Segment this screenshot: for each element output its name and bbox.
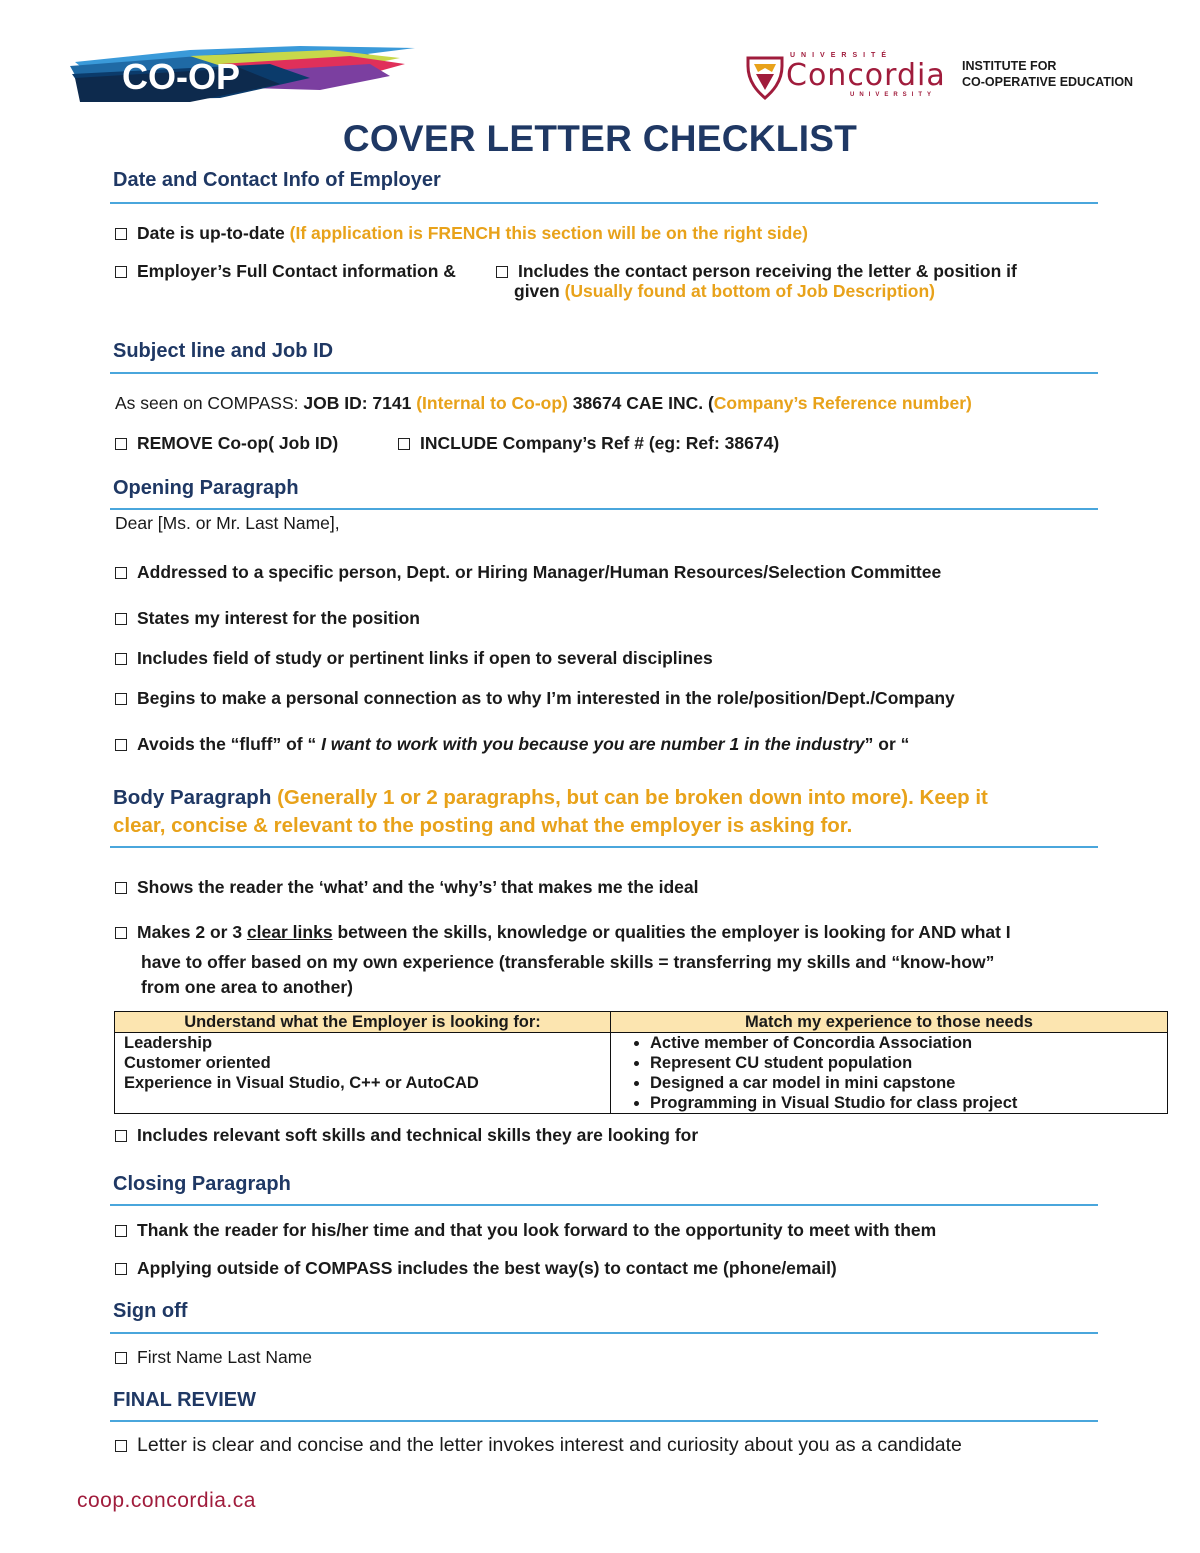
concordia-logo	[746, 52, 946, 102]
clear-links-line3: from one area to another)	[141, 977, 353, 997]
checklist-item-avoid-fluff: Avoids the “fluff” of “ I want to work with you because you are number 1 in the industry” or “	[115, 734, 909, 755]
checklist-item-contact-person: Includes the contact person receiving the letter & position if	[496, 261, 1017, 282]
checkbox[interactable]	[115, 1352, 127, 1364]
section-title-date-contact: Date and Contact Info of Employer	[113, 169, 441, 191]
table-header-my-experience: Match my experience to those needs	[611, 1012, 1168, 1033]
subject-example-line: As seen on COMPASS: JOB ID: 7141 (Internal to Co-op) 38674 CAE INC. (Company’s Reference number)	[115, 393, 972, 413]
footer-url[interactable]: coop.concordia.ca	[77, 1489, 256, 1512]
section-title-signoff: Sign off	[113, 1300, 188, 1322]
checklist-item-soft-skills: Includes relevant soft skills and technical skills they are looking for	[115, 1125, 698, 1146]
checkbox[interactable]	[115, 693, 127, 705]
concordia-bottom-text: UNIVERSITY	[850, 92, 937, 98]
body-note-line2: clear, concise & relevant to the posting and what the employer is asking for.	[113, 814, 853, 837]
coop-logo	[70, 44, 415, 104]
section-divider	[110, 1420, 1098, 1422]
checkbox[interactable]	[398, 438, 410, 450]
checklist-item-remove-coop: REMOVE Co-op( Job ID)	[115, 433, 338, 454]
employer-needs-cell: Leadership Customer oriented Experience in Visual Studio, C++ or AutoCAD	[115, 1033, 611, 1114]
checklist-item-name: First Name Last Name	[115, 1347, 312, 1368]
checkbox[interactable]	[115, 266, 127, 278]
checklist-item-what-why: Shows the reader the ‘what’ and the ‘why’s’ that makes me the ideal	[115, 877, 698, 898]
checklist-item-final-review: Letter is clear and concise and the letter invokes interest and curiosity about you as a candidate	[115, 1434, 962, 1457]
checklist-item-date: Date is up-to-date (If application is FRENCH this section will be on the right side)	[115, 223, 808, 244]
table-header-employer-needs: Understand what the Employer is looking for:	[115, 1012, 611, 1033]
checkbox[interactable]	[115, 567, 127, 579]
list-item: • Designed a car model in mini capstone	[650, 1073, 1167, 1093]
checklist-item-personal-connection: Begins to make a personal connection as to why I’m interested in the role/position/Dept./Company	[115, 688, 955, 709]
checkbox[interactable]	[115, 1225, 127, 1237]
section-divider	[110, 508, 1098, 510]
list-item: • Active member of Concordia Association	[650, 1033, 1167, 1053]
page-title: COVER LETTER CHECKLIST	[342, 118, 858, 159]
checkbox[interactable]	[115, 228, 127, 240]
checkbox[interactable]	[115, 613, 127, 625]
section-divider	[110, 1204, 1098, 1206]
checkbox[interactable]	[496, 266, 508, 278]
checklist-item-contact-method: Applying outside of COMPASS includes the best way(s) to contact me (phone/email)	[115, 1258, 837, 1279]
section-divider	[110, 372, 1098, 374]
checkbox[interactable]	[115, 438, 127, 450]
section-divider	[110, 1332, 1098, 1334]
section-divider	[110, 202, 1098, 204]
checklist-item-contact-person-cont: given (Usually found at bottom of Job Description)	[514, 281, 935, 301]
checklist-item-clear-links: Makes 2 or 3 clear links between the skills, knowledge or qualities the employer is looking for AND what I	[115, 922, 1011, 943]
clear-links-line2: have to offer based on my own experience (transferable skills = transferring my skills and “know-how”	[141, 952, 995, 972]
checkbox[interactable]	[115, 882, 127, 894]
concordia-crest-icon	[746, 52, 784, 100]
list-item: • Represent CU student population	[650, 1053, 1167, 1073]
section-divider	[110, 846, 1098, 848]
checkbox[interactable]	[115, 653, 127, 665]
checkbox[interactable]	[115, 1440, 127, 1452]
checkbox[interactable]	[115, 1263, 127, 1275]
checkbox[interactable]	[115, 739, 127, 751]
checkbox[interactable]	[115, 1130, 127, 1142]
checklist-item-addressed: Addressed to a specific person, Dept. or Hiring Manager/Human Resources/Selection Committee	[115, 562, 941, 583]
checklist-item-include-ref: INCLUDE Company’s Ref # (eg: Ref: 38674)	[398, 433, 779, 454]
checklist-item-employer-contact: Employer’s Full Contact information &	[115, 261, 456, 282]
list-item: • Programming in Visual Studio for class project	[650, 1093, 1167, 1113]
coop-logo-text: CO-OP	[122, 56, 241, 97]
institute-label: INSTITUTE FOR CO-OPERATIVE EDUCATION	[962, 59, 1134, 89]
section-title-body: Body Paragraph (Generally 1 or 2 paragraphs, but can be broken down into more). Keep it	[113, 786, 988, 809]
checklist-item-field-of-study: Includes field of study or pertinent links if open to several disciplines	[115, 648, 713, 669]
salutation-example: Dear [Ms. or Mr. Last Name],	[115, 513, 340, 533]
table-row	[115, 1033, 1168, 1114]
section-title-subject: Subject line and Job ID	[113, 340, 334, 362]
section-title-final-review: FINAL REVIEW	[113, 1389, 256, 1411]
section-title-closing: Closing Paragraph	[113, 1173, 291, 1195]
experience-match-table	[114, 1011, 1168, 1114]
checkbox[interactable]	[115, 927, 127, 939]
my-experience-cell	[611, 1033, 1168, 1114]
checklist-item-thank-reader: Thank the reader for his/her time and that you look forward to the opportunity to meet with them	[115, 1220, 936, 1241]
concordia-top-text: UNIVERSITÉ	[790, 52, 893, 59]
concordia-name: Concordia	[786, 58, 946, 93]
section-title-opening: Opening Paragraph	[113, 477, 299, 499]
checklist-item-interest: States my interest for the position	[115, 608, 420, 629]
